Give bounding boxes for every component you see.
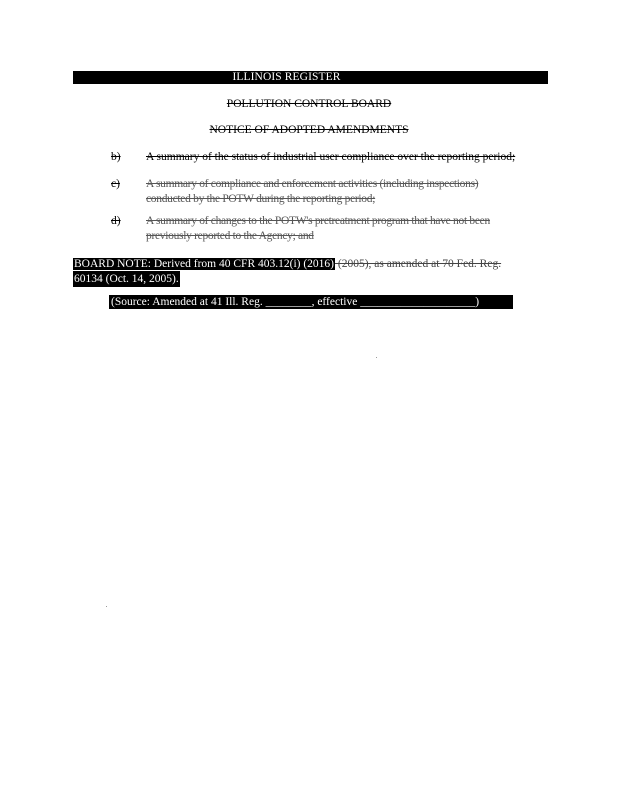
register-title: ILLINOIS REGISTER: [232, 71, 341, 83]
item-letter: b): [111, 151, 121, 163]
board-note-highlight: BOARD NOTE: Derived from 40 CFR 403.12(i) (2016): [74, 258, 335, 270]
item-line: A summary of changes to the POTW's pretreatment program that have not been: [146, 215, 490, 227]
register-header-bar: [73, 71, 548, 84]
scan-speck: [106, 606, 107, 607]
item-letter: d): [111, 215, 121, 227]
item-line: conducted by the POTW during the reporting period;: [146, 193, 376, 205]
notice-heading: NOTICE OF ADOPTED AMENDMENTS: [209, 124, 409, 136]
board-note-line-1: [73, 256, 501, 272]
item-line: A summary of compliance and enforcement activities (including inspections): [146, 178, 479, 190]
scan-speck: [376, 357, 377, 358]
source-note-bar: [109, 295, 513, 309]
board-note-line-2: 60134 (Oct. 14, 2005).: [74, 273, 179, 285]
board-note-struck-text: (2005), as amended at 70 Fed. Reg.: [335, 258, 502, 270]
item-letter: c): [111, 178, 120, 190]
source-note-text: (Source: Amended at 41 Ill. Reg. ________, effective ____________________): [111, 296, 480, 308]
item-line: A summary of the status of industrial user compliance over the reporting period;: [146, 151, 516, 163]
agency-heading: POLLUTION CONTROL BOARD: [226, 98, 392, 110]
item-line: previously reported to the Agency; and: [146, 230, 314, 242]
